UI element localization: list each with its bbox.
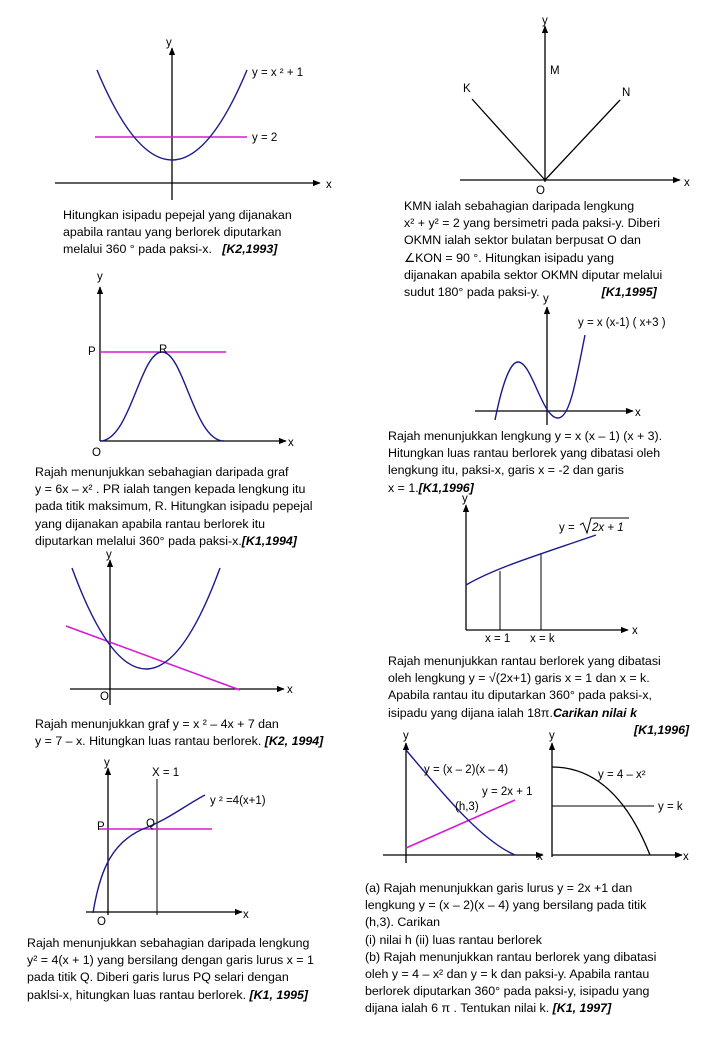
problem-6-ref: [K1,1996] [634, 722, 690, 737]
problem-1-last-line [63, 241, 292, 258]
fig8b-graph [549, 730, 689, 863]
fig3-p-label: P [88, 346, 96, 358]
problem-6-line-4: isipadu yang dijana ialah 18π. [388, 705, 553, 720]
problem-6-ask: Carikan nilai k [552, 705, 637, 720]
fig2-x-label: x [684, 177, 690, 189]
fig8b-y-label: y [549, 730, 555, 742]
fig7-y-label: y [104, 757, 110, 769]
problem-2-last-line [404, 284, 662, 301]
fig8b-x-label: x [683, 851, 689, 863]
fig6-line1-label: x = 1 [485, 633, 511, 645]
problem-8-line-3: (h,3). Carikan [365, 915, 441, 930]
problem-3-line-2: y = 6x – x² . PR ialah tangen kepada lengkung itu [35, 482, 306, 497]
fig5-y-label: y [106, 549, 112, 561]
fig5-line [66, 626, 240, 690]
fig6-curve [466, 535, 596, 585]
problem-1-ref: [K2,1993] [222, 242, 278, 257]
problem-7-line-1: Rajah menunjukkan sebahagian daripada lengkung [27, 936, 310, 950]
fig7-curve [93, 795, 205, 913]
fig5-parabola [72, 568, 220, 669]
fig8a-point-label: (h,3) [455, 801, 479, 813]
problem-5-text [35, 716, 323, 750]
problem-7-ref: [K1, 1995] [249, 987, 309, 1002]
problem-2-line-3: OKMN ialah sektor bulatan berpusat O dan [404, 233, 641, 248]
problem-2-line-6: sudut 180° pada paksi-y. [404, 285, 540, 300]
fig6-graph [462, 493, 638, 645]
problem-4-line-2: Hitungkan luas rantau berlorek yang dibatasi oleh [388, 446, 661, 461]
problem-5-line-2: y = 7 – x. Hitungkan luas rantau berlorek. [35, 734, 262, 749]
fig3-origin-label: O [92, 447, 101, 459]
fig7-p-label: P [97, 821, 105, 833]
problem-1-line-1: Hitungkan isipadu pepejal yang dijanakan [63, 208, 292, 222]
fig7-origin-label: O [97, 916, 106, 928]
fig8a-curve-label: y = (x – 2)(x – 4) [424, 764, 509, 776]
fig2-m-label: M [550, 65, 560, 77]
problem-8-line-7: berlorek diputarkan 360° pada paksi-y, isipadu yang [365, 984, 650, 999]
fig1-line-label: y = 2 [252, 132, 278, 144]
problem-7-line-3: pada titik Q. Diberi garis lurus PQ selari dengan [27, 970, 289, 985]
fig6-curve-prefix: y = [559, 522, 575, 534]
problem-8-line-5: (b) Rajah menunjukkan rantau berlorek yang dibatasi [365, 949, 657, 964]
fig4-curve [495, 335, 585, 420]
problem-6-line-1: Rajah menunjukkan rantau berlorek yang dibatasi [388, 654, 661, 668]
fig2-y-label: y [542, 15, 548, 27]
problem-2-line-5: dijanakan apabila sektor OKMN diputar melalui [404, 267, 663, 282]
problem-8-line-6: oleh y = 4 – x² dan y = k dan paksi-y. Apabila rantau [365, 967, 650, 982]
fig5-graph [66, 549, 293, 705]
problem-5-ref: [K2, 1994] [264, 734, 324, 749]
fig7-graph [86, 757, 266, 928]
problem-3-line-4: yang dijanakan apabila rantau berlorek itu [35, 516, 266, 531]
problem-3-last-line [35, 533, 313, 550]
fig1-graph [55, 37, 332, 200]
problem-3-ref: [K1,1994] [241, 533, 297, 548]
problem-7-line-2: y² = 4(x + 1) yang bersilang dengan garis lurus x = 1 [27, 953, 314, 968]
fig3-y-label: y [97, 271, 103, 283]
problem-4-ref: [K1,1996] [418, 480, 474, 495]
fig3-r-label: R [159, 344, 168, 356]
fig7-q-label: Q [146, 818, 155, 830]
problem-7-line-4: paklsi-x, hitungkan luas rantau berlorek. [27, 987, 247, 1002]
problem-2-text [404, 198, 662, 301]
problem-6-line-4-wrap [388, 705, 689, 722]
problem-2-line-4: ∠KON = 90 °. Hitungkan isipadu yang [404, 250, 614, 265]
fig2-graph [460, 15, 690, 197]
problem-4-line-1: Rajah menunjukkan lengkung y = x (x – 1) (x + 3). [388, 429, 663, 443]
problem-6-ref-line [388, 722, 689, 739]
fig8a-x-label: x [537, 851, 543, 863]
problem-8-text [365, 880, 656, 1018]
problem-8-line-4: (i) nilai h (ii) luas rantau berlorek [365, 932, 542, 947]
problem-2-line-2: x² + y² = 2 yang bersimetri pada paksi-y. Diberi [404, 216, 660, 231]
problem-8-last-line [365, 1000, 656, 1017]
fig3-graph [88, 271, 294, 459]
problem-4-line-3: lengkung itu, paksi-x, garis x = -2 dan garis [388, 463, 624, 478]
fig1-curve-label: y = x ² + 1 [252, 67, 304, 79]
problem-5-line-1: Rajah menunjukkan graf y = x ² – 4x + 7 dan [35, 717, 279, 731]
fig7-vline-label: X = 1 [152, 767, 180, 779]
problem-4-last-line [388, 480, 662, 497]
fig7-x-label: x [243, 909, 249, 921]
fig3-curve [100, 352, 224, 441]
fig8a-line-label: y = 2x + 1 [482, 786, 533, 798]
problem-3-line-3: pada titik maksimum, R. Hitungkan isipadu pepejal [35, 499, 313, 514]
fig8a-graph [383, 730, 543, 863]
problem-3-text [35, 464, 313, 550]
problem-6-line-3: Apabila rantau itu diputarkan 360° pada paksi-x, [388, 688, 652, 703]
fig2-line-ok [472, 99, 545, 180]
problem-3-line-1: Rajah menunjukkan sebahagian daripada graf [35, 465, 289, 479]
fig2-k-label: K [463, 83, 471, 95]
problem-8-line-2: lengkung y = (x – 2)(x – 4) yang bersilang pada titik [365, 898, 647, 913]
fig6-line2-label: x = k [530, 633, 555, 645]
fig1-x-label: x [326, 179, 332, 191]
fig4-x-label: x [635, 407, 641, 419]
problem-8-line-8: dijana ialah 6 π . Tentukan nilai k. [365, 1001, 550, 1016]
fig2-origin-label: O [536, 185, 545, 197]
problem-7-last-line [27, 987, 314, 1004]
fig4-y-label: y [543, 293, 549, 305]
fig1-y-label: y [166, 37, 172, 49]
fig6-radicand: 2x + 1 [592, 522, 624, 534]
fig4-curve-label: y = x (x-1) ( x+3 ) [578, 317, 666, 329]
fig2-n-label: N [622, 87, 631, 99]
fig3-x-label: x [288, 437, 294, 449]
problem-6-line-2: oleh lengkung y = √(2x+1) garis x = 1 dan x = k. [388, 671, 650, 686]
fig2-line-on [545, 100, 620, 180]
problem-7-text [27, 935, 314, 1004]
problem-1-line-3: melalui 360 ° pada paksi-x. [63, 242, 212, 257]
problem-4-text [388, 428, 662, 497]
fig8b-curve-label: y = 4 – x² [598, 769, 646, 781]
problem-5-last-line [35, 733, 323, 750]
problem-2-ref: [K1,1995] [601, 285, 657, 300]
fig5-x-label: x [287, 684, 293, 696]
fig8b-line-label: y = k [658, 801, 683, 813]
problem-1-text [63, 207, 292, 259]
fig6-y-label: y [462, 493, 468, 505]
problem-4-line-4: x = 1. [388, 480, 419, 495]
problem-8-line-1: (a) Rajah menunjukkan garis lurus y = 2x +1 dan [365, 881, 633, 895]
fig8a-y-label: y [403, 730, 409, 742]
problem-3-line-5: diputarkan melalui 360° pada paksi-x. [35, 533, 242, 548]
problem-6-text [388, 653, 689, 739]
problem-8-ref: [K1, 1997] [552, 1001, 612, 1016]
fig6-x-label: x [632, 625, 638, 637]
problem-1-line-2: apabila rantau yang berlorek diputarkan [63, 225, 282, 240]
fig5-origin-label: O [100, 691, 109, 703]
problem-2-line-1: KMN ialah sebahagian daripada lengkung [404, 199, 635, 213]
fig4-graph [475, 293, 666, 425]
fig7-curve-label: y ² =4(x+1) [210, 795, 266, 807]
